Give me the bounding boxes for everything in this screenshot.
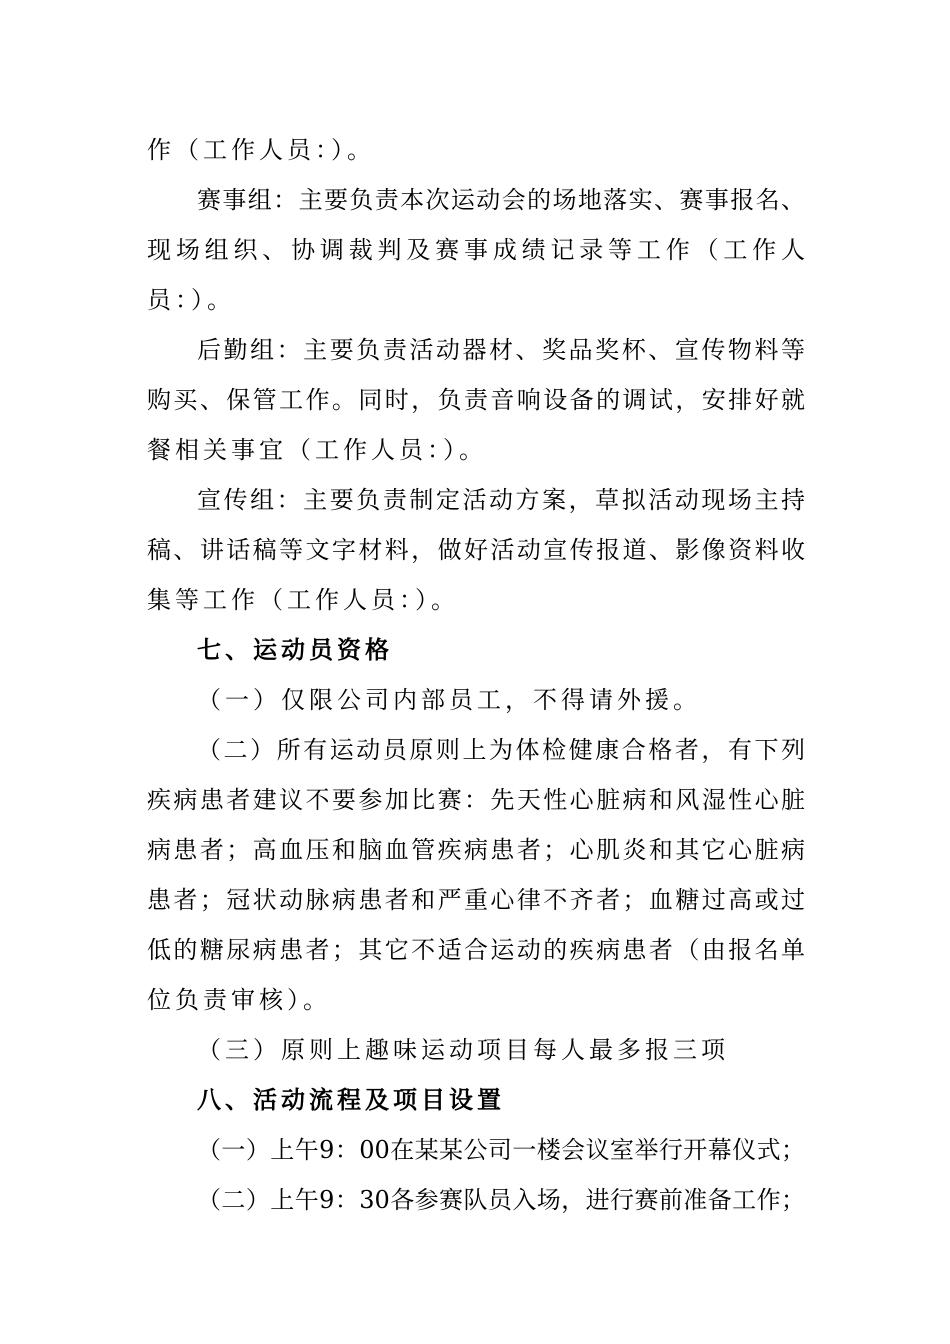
text-line: 赛事组：主要负责本次运动会的场地落实、赛事报名、	[197, 186, 805, 214]
text-line: 集等工作（工作人员：）。	[147, 586, 459, 614]
text-line: （三）原则上趣味运动项目每人最多报三项	[197, 1036, 729, 1064]
text-line: （二）所有运动员原则上为体检健康合格者，有下列	[197, 736, 805, 764]
text-line: （二）上午9：30各参赛队员入场，进行赛前准备工作；	[197, 1186, 805, 1214]
text-line: 患者；冠状动脉病患者和严重心律不齐者；血糖过高或过	[147, 886, 805, 914]
text-line: （一）仅限公司内部员工，不得请外援。	[197, 686, 701, 714]
text-line: 现场组织、协调裁判及赛事成绩记录等工作（工作人	[147, 236, 805, 264]
text-line: 购买、保管工作。同时，负责音响设备的调试，安排好就	[147, 386, 805, 414]
section-heading: 七、运动员资格	[197, 636, 393, 664]
text-line: 病患者；高血压和脑血管疾病患者；心肌炎和其它心脏病	[147, 836, 805, 864]
text-line: 员：）。	[147, 286, 235, 314]
section-heading: 八、活动流程及项目设置	[197, 1086, 505, 1114]
text-line: 位负责审核）。	[147, 986, 331, 1014]
text-line: 作（工作人员：）。	[147, 136, 375, 164]
text-line: 低的糖尿病患者；其它不适合运动的疾病患者（由报名单	[147, 936, 805, 964]
text-line: 宣传组：主要负责制定活动方案，草拟活动现场主持	[197, 486, 805, 514]
text-line: （一）上午9：00在某某公司一楼会议室举行开幕仪式；	[197, 1136, 805, 1164]
text-line: 后勤组：主要负责活动器材、奖品奖杯、宣传物料等	[197, 336, 805, 364]
text-line: 疾病患者建议不要参加比赛：先天性心脏病和风湿性心脏	[147, 786, 805, 814]
text-line: 稿、讲话稿等文字材料，做好活动宣传报道、影像资料收	[147, 536, 805, 564]
text-line: 餐相关事宜（工作人员：）。	[147, 436, 487, 464]
